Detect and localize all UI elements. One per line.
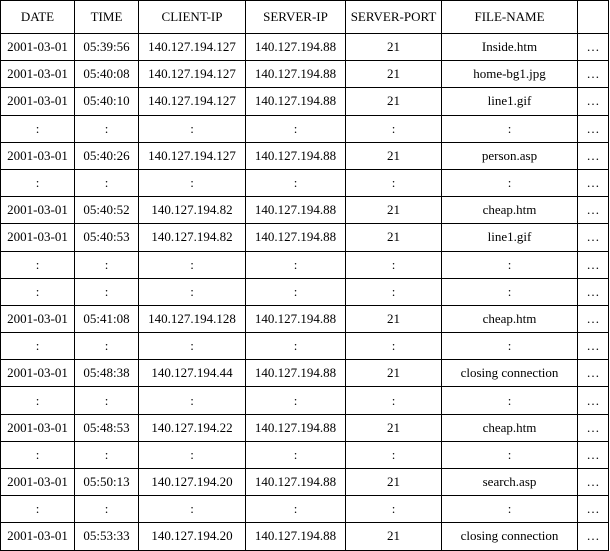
cell-time: 05:41:08 (75, 305, 139, 332)
cell-more: … (578, 387, 609, 414)
cell-server-ip: : (246, 496, 346, 523)
cell-server-ip: 140.127.194.88 (246, 360, 346, 387)
cell-client-ip: 140.127.194.128 (139, 305, 246, 332)
cell-date: : (1, 251, 75, 278)
cell-more: … (578, 142, 609, 169)
cell-server-port: : (346, 169, 442, 196)
cell-time: : (75, 278, 139, 305)
cell-more: … (578, 523, 609, 550)
cell-date: : (1, 278, 75, 305)
cell-file-name: line1.gif (442, 224, 578, 251)
cell-time: : (75, 115, 139, 142)
cell-time: : (75, 441, 139, 468)
cell-more: … (578, 333, 609, 360)
table-row (1, 278, 609, 305)
cell-time: : (75, 496, 139, 523)
cell-client-ip: : (139, 169, 246, 196)
cell-more: … (578, 305, 609, 332)
cell-time: 05:50:13 (75, 469, 139, 496)
cell-server-port: 21 (346, 414, 442, 441)
cell-time: 05:40:52 (75, 197, 139, 224)
cell-file-name: line1.gif (442, 88, 578, 115)
cell-client-ip: : (139, 251, 246, 278)
cell-server-ip: : (246, 169, 346, 196)
header-time: TIME (75, 1, 139, 34)
cell-date: 2001-03-01 (1, 34, 75, 61)
cell-time: 05:48:53 (75, 414, 139, 441)
cell-file-name: search.asp (442, 469, 578, 496)
cell-date: 2001-03-01 (1, 469, 75, 496)
cell-date: 2001-03-01 (1, 142, 75, 169)
cell-time: 05:40:53 (75, 224, 139, 251)
cell-date: : (1, 496, 75, 523)
cell-file-name: cheap.htm (442, 305, 578, 332)
cell-client-ip: : (139, 496, 246, 523)
table-row (1, 305, 609, 332)
cell-server-port: 21 (346, 34, 442, 61)
cell-more: … (578, 88, 609, 115)
cell-time: : (75, 251, 139, 278)
table-row (1, 496, 609, 523)
cell-client-ip: : (139, 441, 246, 468)
cell-more: … (578, 197, 609, 224)
cell-server-ip: 140.127.194.88 (246, 142, 346, 169)
cell-client-ip: 140.127.194.127 (139, 142, 246, 169)
cell-file-name: cheap.htm (442, 197, 578, 224)
cell-file-name: : (442, 387, 578, 414)
cell-server-port: : (346, 441, 442, 468)
cell-server-port: 21 (346, 224, 442, 251)
header-date: DATE (1, 1, 75, 34)
cell-file-name: : (442, 169, 578, 196)
cell-date: 2001-03-01 (1, 224, 75, 251)
table-row (1, 360, 609, 387)
cell-server-port: 21 (346, 305, 442, 332)
cell-more: … (578, 414, 609, 441)
cell-more: … (578, 441, 609, 468)
table-row (1, 61, 609, 88)
cell-server-ip: : (246, 387, 346, 414)
cell-server-ip: : (246, 278, 346, 305)
cell-server-port: : (346, 333, 442, 360)
cell-date: : (1, 115, 75, 142)
cell-file-name: : (442, 441, 578, 468)
cell-time: 05:40:08 (75, 61, 139, 88)
cell-date: 2001-03-01 (1, 305, 75, 332)
cell-more: … (578, 34, 609, 61)
table-row (1, 34, 609, 61)
cell-server-ip: : (246, 441, 346, 468)
cell-file-name: closing connection (442, 360, 578, 387)
cell-server-ip: : (246, 115, 346, 142)
cell-client-ip: : (139, 333, 246, 360)
cell-client-ip: : (139, 278, 246, 305)
cell-time: : (75, 333, 139, 360)
cell-file-name: cheap.htm (442, 414, 578, 441)
table-row (1, 197, 609, 224)
cell-file-name: : (442, 496, 578, 523)
cell-time: : (75, 387, 139, 414)
cell-server-ip: 140.127.194.88 (246, 305, 346, 332)
cell-server-port: : (346, 496, 442, 523)
cell-server-port: : (346, 278, 442, 305)
header-server-port: SERVER-PORT (346, 1, 442, 34)
cell-more: … (578, 469, 609, 496)
cell-file-name: : (442, 251, 578, 278)
cell-server-ip: 140.127.194.88 (246, 523, 346, 550)
cell-more: … (578, 251, 609, 278)
cell-file-name: : (442, 115, 578, 142)
cell-client-ip: 140.127.194.22 (139, 414, 246, 441)
cell-date: 2001-03-01 (1, 197, 75, 224)
cell-date: : (1, 333, 75, 360)
cell-server-ip: 140.127.194.88 (246, 224, 346, 251)
cell-server-ip: : (246, 251, 346, 278)
table-row (1, 414, 609, 441)
cell-file-name: Inside.htm (442, 34, 578, 61)
cell-time: 05:40:26 (75, 142, 139, 169)
cell-server-port: 21 (346, 469, 442, 496)
cell-client-ip: : (139, 387, 246, 414)
table-row (1, 523, 609, 550)
cell-server-port: 21 (346, 61, 442, 88)
cell-more: … (578, 115, 609, 142)
cell-time: 05:39:56 (75, 34, 139, 61)
cell-time: 05:40:10 (75, 88, 139, 115)
cell-date: 2001-03-01 (1, 88, 75, 115)
cell-client-ip: 140.127.194.127 (139, 88, 246, 115)
cell-time: 05:48:38 (75, 360, 139, 387)
table-row (1, 88, 609, 115)
header-row (1, 1, 609, 34)
table-row (1, 115, 609, 142)
cell-client-ip: 140.127.194.127 (139, 61, 246, 88)
cell-server-ip: 140.127.194.88 (246, 88, 346, 115)
cell-client-ip: 140.127.194.127 (139, 34, 246, 61)
cell-time: : (75, 169, 139, 196)
header-more (578, 1, 609, 34)
cell-server-port: : (346, 387, 442, 414)
cell-server-ip: 140.127.194.88 (246, 197, 346, 224)
table-row (1, 333, 609, 360)
cell-server-ip: 140.127.194.88 (246, 34, 346, 61)
cell-server-ip: 140.127.194.88 (246, 61, 346, 88)
log-table-body (1, 34, 609, 551)
cell-file-name: : (442, 333, 578, 360)
cell-date: : (1, 387, 75, 414)
cell-server-port: : (346, 115, 442, 142)
table-row (1, 142, 609, 169)
cell-server-port: 21 (346, 523, 442, 550)
cell-more: … (578, 496, 609, 523)
cell-date: 2001-03-01 (1, 523, 75, 550)
cell-date: 2001-03-01 (1, 414, 75, 441)
cell-server-port: : (346, 251, 442, 278)
table-row (1, 251, 609, 278)
header-server-ip: SERVER-IP (246, 1, 346, 34)
cell-client-ip: 140.127.194.20 (139, 523, 246, 550)
cell-time: 05:53:33 (75, 523, 139, 550)
table-row (1, 224, 609, 251)
cell-file-name: : (442, 278, 578, 305)
cell-more: … (578, 61, 609, 88)
table-row (1, 469, 609, 496)
cell-client-ip: 140.127.194.20 (139, 469, 246, 496)
cell-server-ip: 140.127.194.88 (246, 414, 346, 441)
cell-file-name: closing connection (442, 523, 578, 550)
cell-server-ip: 140.127.194.88 (246, 469, 346, 496)
cell-date: 2001-03-01 (1, 360, 75, 387)
cell-more: … (578, 278, 609, 305)
cell-file-name: person.asp (442, 142, 578, 169)
cell-date: : (1, 169, 75, 196)
cell-server-port: 21 (346, 142, 442, 169)
table-row (1, 387, 609, 414)
cell-date: : (1, 441, 75, 468)
cell-file-name: home-bg1.jpg (442, 61, 578, 88)
cell-more: … (578, 360, 609, 387)
cell-server-port: 21 (346, 88, 442, 115)
cell-server-port: 21 (346, 360, 442, 387)
cell-date: 2001-03-01 (1, 61, 75, 88)
cell-server-port: 21 (346, 197, 442, 224)
header-file-name: FILE-NAME (442, 1, 578, 34)
cell-server-ip: : (246, 333, 346, 360)
cell-client-ip: 140.127.194.82 (139, 197, 246, 224)
header-client-ip: CLIENT-IP (139, 1, 246, 34)
cell-client-ip: 140.127.194.44 (139, 360, 246, 387)
cell-client-ip: 140.127.194.82 (139, 224, 246, 251)
cell-more: … (578, 224, 609, 251)
cell-client-ip: : (139, 115, 246, 142)
table-row (1, 169, 609, 196)
cell-more: … (578, 169, 609, 196)
table-row (1, 441, 609, 468)
